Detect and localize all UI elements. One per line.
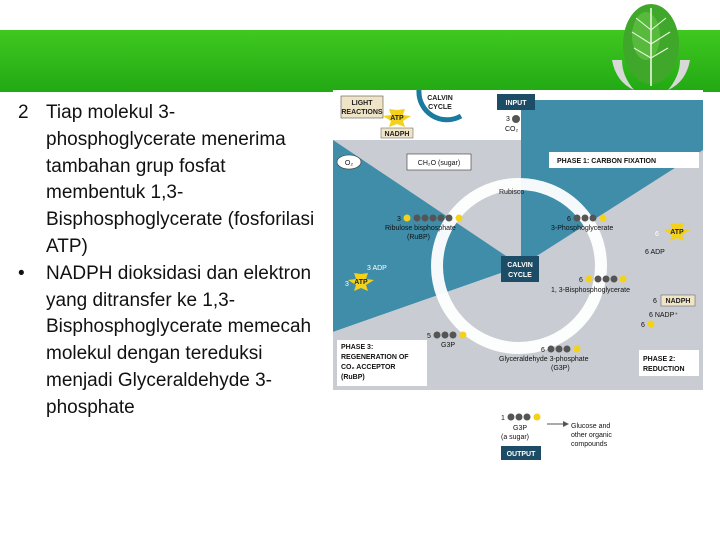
g3p-label: Glyceraldehyde 3-phosphate [499,356,589,363]
output-count: 1 [501,415,505,422]
glucose-label: other organic [571,432,612,439]
rubp-label: Ribulose bisphosphate [385,225,456,232]
calvin-center-label: CYCLE [508,272,532,279]
co2-label: CO₂ [505,126,519,133]
ch2o-label: CH₂O (sugar) [417,160,461,167]
phase3-label: CO₂ ACCEPTOR [341,364,396,371]
bullet-item [18,100,318,261]
phase2-label: REDUCTION [643,366,685,373]
phase2-label: PHASE 2: [643,356,676,363]
o2-label: O₂ [344,160,354,167]
leaf-logo-icon [608,0,694,96]
bullet-list [18,100,318,422]
output-label: (a sugar) [501,434,530,441]
atp-in-count: 6 [655,231,659,238]
phase3-label: (RuBP) [341,374,365,381]
calvin-cycle-top-label: CYCLE [428,104,452,111]
g3p-left-label: G3P [441,342,456,349]
input-label: INPUT [505,100,527,107]
input-count: 3 [506,116,510,123]
calvin-cycle-diagram [333,90,703,462]
rubp-count: 3 [397,216,401,223]
pga-label: 3-Phosphoglycerate [551,225,614,232]
g3p-count: 6 [541,347,545,354]
rubisco-label: Rubisco [499,189,525,196]
bullet-marker: • [18,262,25,284]
bullet-text: Tiap molekul 3-phosphoglycerate menerima tambahan grup fosfat membentuk 1,3-Bisphosphoglycerate (fosforilasi ATP) [46,102,315,257]
g3p-label: (G3P) [551,365,570,372]
atp-label: ATP [354,279,368,286]
pi-count: 6 [641,322,645,329]
atp-label: ATP [670,229,684,236]
calvin-center-label: CALVIN [507,262,533,269]
atp-label: ATP [390,115,404,122]
output-label: G3P [513,425,528,432]
phase3-label: REGENERATION OF [341,354,409,361]
nadp-out-label: 6 NADP⁺ [649,312,678,319]
nadph-label: NADPH [665,298,691,305]
bullet-number: 2 [18,102,29,123]
atp3-count: 3 [345,281,349,288]
phase1-label: PHASE 1: CARBON FIXATION [557,158,657,165]
light-reactions-label: LIGHT [351,100,373,107]
rubp-label: (RuBP) [407,234,430,241]
bullet-item [18,261,318,422]
glucose-label: compounds [571,441,608,448]
nadph-in-count: 6 [653,298,657,305]
bullet-text: NADPH dioksidasi dan elektron yang ditransfer ke 1,3-Bisphosphoglycerate memecah molekul dengan tereduksi menjadi Glyceraldehyde 3-phosphate [46,262,312,418]
adp3-label: 3 ADP [367,265,387,272]
adp-out-label: 6 ADP [645,249,665,256]
bpg-label: 1, 3-Bisphosphoglycerate [551,287,630,294]
bpg-count: 6 [579,277,583,284]
calvin-cycle-top-label: CALVIN [427,95,453,102]
output-box-label: OUTPUT [506,451,536,458]
nadph-label: NADPH [384,131,410,138]
glucose-label: Glucose and [571,423,611,430]
pga-count: 6 [567,216,571,223]
g3p-left-count: 5 [427,333,431,340]
phase3-label: PHASE 3: [341,344,374,351]
light-reactions-label: REACTIONS [341,109,383,116]
